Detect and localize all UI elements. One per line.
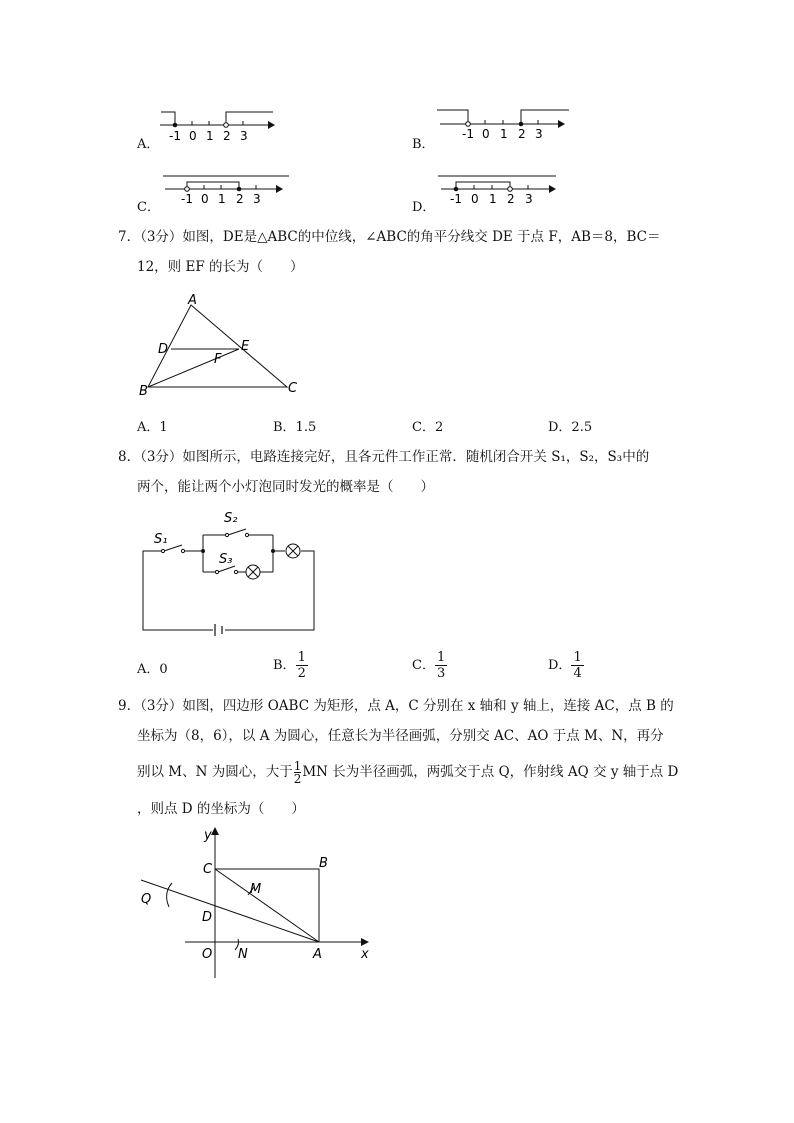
label-x-axis: x bbox=[361, 947, 369, 962]
label-a: A bbox=[313, 947, 322, 962]
fraction bbox=[571, 650, 583, 681]
label-n: N bbox=[238, 947, 248, 962]
label-c: C bbox=[203, 862, 213, 877]
q9-line3-prefix: 别以 M、N 为圆心，大于 bbox=[137, 764, 293, 780]
label-q: Q bbox=[141, 892, 152, 907]
q6-option-d-label: D． bbox=[412, 200, 436, 215]
tick-label: 3 bbox=[253, 192, 261, 206]
tick-label: 0 bbox=[189, 129, 197, 143]
tick-label: 2 bbox=[223, 129, 231, 143]
q9-text-line4: ，则点 D 的坐标为（ ） bbox=[137, 801, 305, 817]
q6-option-b-numberline bbox=[435, 100, 575, 142]
q8-option-b bbox=[273, 650, 308, 681]
q6-option-c-label: C． bbox=[137, 200, 160, 215]
label-s3: S₃ bbox=[219, 552, 233, 567]
q8-text-line2: 两个，能让两个小灯泡同时发光的概率是（ ） bbox=[137, 479, 434, 495]
lamp-2-icon bbox=[246, 565, 260, 579]
fraction bbox=[435, 650, 447, 681]
label-d: D bbox=[158, 342, 169, 357]
q6-option-a-label: A． bbox=[137, 137, 160, 152]
q7-text-line2: 12，则 EF 的长为（ ） bbox=[137, 259, 304, 275]
q7-triangle-figure bbox=[135, 292, 310, 400]
tick-label: 2 bbox=[236, 192, 244, 206]
q9-text-line3 bbox=[137, 760, 678, 785]
label-o: O bbox=[202, 947, 213, 962]
tick-label: 2 bbox=[507, 192, 515, 206]
tick-label: 3 bbox=[240, 129, 248, 143]
q7-text-line1: 7．（3分）如图，DE是△ABC的中位线，∠ABC的角平分线交 DE 于点 F，AB＝8，BC＝ bbox=[118, 229, 661, 245]
q9-text-line1: 9．（3分）如图，四边形 OABC 为矩形，点 A，C 分别在 x 轴和 y 轴上，连接 AC，点 B 的 bbox=[118, 698, 674, 714]
numerator: 1 bbox=[293, 759, 302, 773]
label-s1: S₁ bbox=[154, 532, 168, 547]
denominator: 2 bbox=[297, 666, 306, 681]
denominator: 3 bbox=[436, 666, 446, 681]
q8-option-c bbox=[412, 650, 447, 681]
q6-option-d-numberline bbox=[436, 168, 571, 208]
q6-option-b-label: B． bbox=[412, 137, 435, 152]
label-b: B bbox=[139, 384, 148, 399]
q6-option-c-numberline bbox=[160, 168, 295, 208]
tick-label: 1 bbox=[489, 192, 497, 206]
q7-option-d: D．2.5 bbox=[548, 420, 593, 435]
option-letter: C． bbox=[412, 658, 435, 673]
label-b: B bbox=[319, 856, 328, 871]
tick-label: 3 bbox=[535, 127, 543, 141]
q7-option-c: C．2 bbox=[412, 420, 444, 435]
tick-label: -1 bbox=[169, 129, 181, 143]
tick-label: 2 bbox=[518, 127, 526, 141]
label-s2: S₂ bbox=[224, 511, 238, 526]
q8-option-d bbox=[548, 650, 584, 681]
numerator: 1 bbox=[297, 650, 306, 665]
numerator: 1 bbox=[573, 650, 582, 665]
label-y-axis: y bbox=[204, 828, 212, 843]
denominator: 4 bbox=[573, 666, 582, 681]
q9-coordinate-figure bbox=[135, 823, 380, 983]
q8-text-line1: 8．（3分）如图所示，电路连接完好，且各元件工作正常．随机闭合开关 S₁，S₂，S₃中的 bbox=[118, 449, 650, 465]
half-fraction bbox=[294, 760, 302, 785]
numerator: 1 bbox=[436, 650, 446, 665]
label-d: D bbox=[202, 910, 213, 925]
fraction bbox=[296, 650, 308, 681]
label-e: E bbox=[241, 339, 250, 354]
denominator: 2 bbox=[293, 772, 302, 786]
q6-option-a-numberline bbox=[155, 104, 280, 144]
label-a: A bbox=[188, 293, 197, 308]
lamp-1-icon bbox=[286, 544, 300, 558]
q9-line3-suffix: MN 长为半径画弧，两弧交于点 Q，作射线 AQ 交 y 轴于点 D bbox=[302, 764, 679, 780]
tick-label: 1 bbox=[206, 129, 214, 143]
tick-label: 1 bbox=[500, 127, 508, 141]
tick-label: -1 bbox=[450, 192, 462, 206]
label-c: C bbox=[288, 381, 298, 396]
q7-option-a: A．1 bbox=[137, 420, 168, 435]
option-letter: B． bbox=[273, 658, 296, 673]
tick-label: 0 bbox=[471, 192, 479, 206]
tick-label: -1 bbox=[181, 192, 193, 206]
q8-circuit-figure bbox=[135, 505, 325, 640]
label-f: F bbox=[214, 352, 222, 367]
tick-label: 0 bbox=[482, 127, 490, 141]
q9-text-line2: 坐标为（8，6），以 A 为圆心，任意长为半径画弧，分别交 AC、AO 于点 M、N，再分 bbox=[137, 728, 664, 744]
label-m: M bbox=[250, 882, 262, 897]
option-letter: D． bbox=[548, 658, 572, 673]
tick-label: 3 bbox=[525, 192, 533, 206]
tick-label: 1 bbox=[218, 192, 226, 206]
q8-option-a: A．0 bbox=[137, 662, 168, 677]
tick-label: 0 bbox=[201, 192, 209, 206]
q7-option-b: B．1.5 bbox=[273, 420, 317, 435]
tick-label: -1 bbox=[462, 127, 474, 141]
